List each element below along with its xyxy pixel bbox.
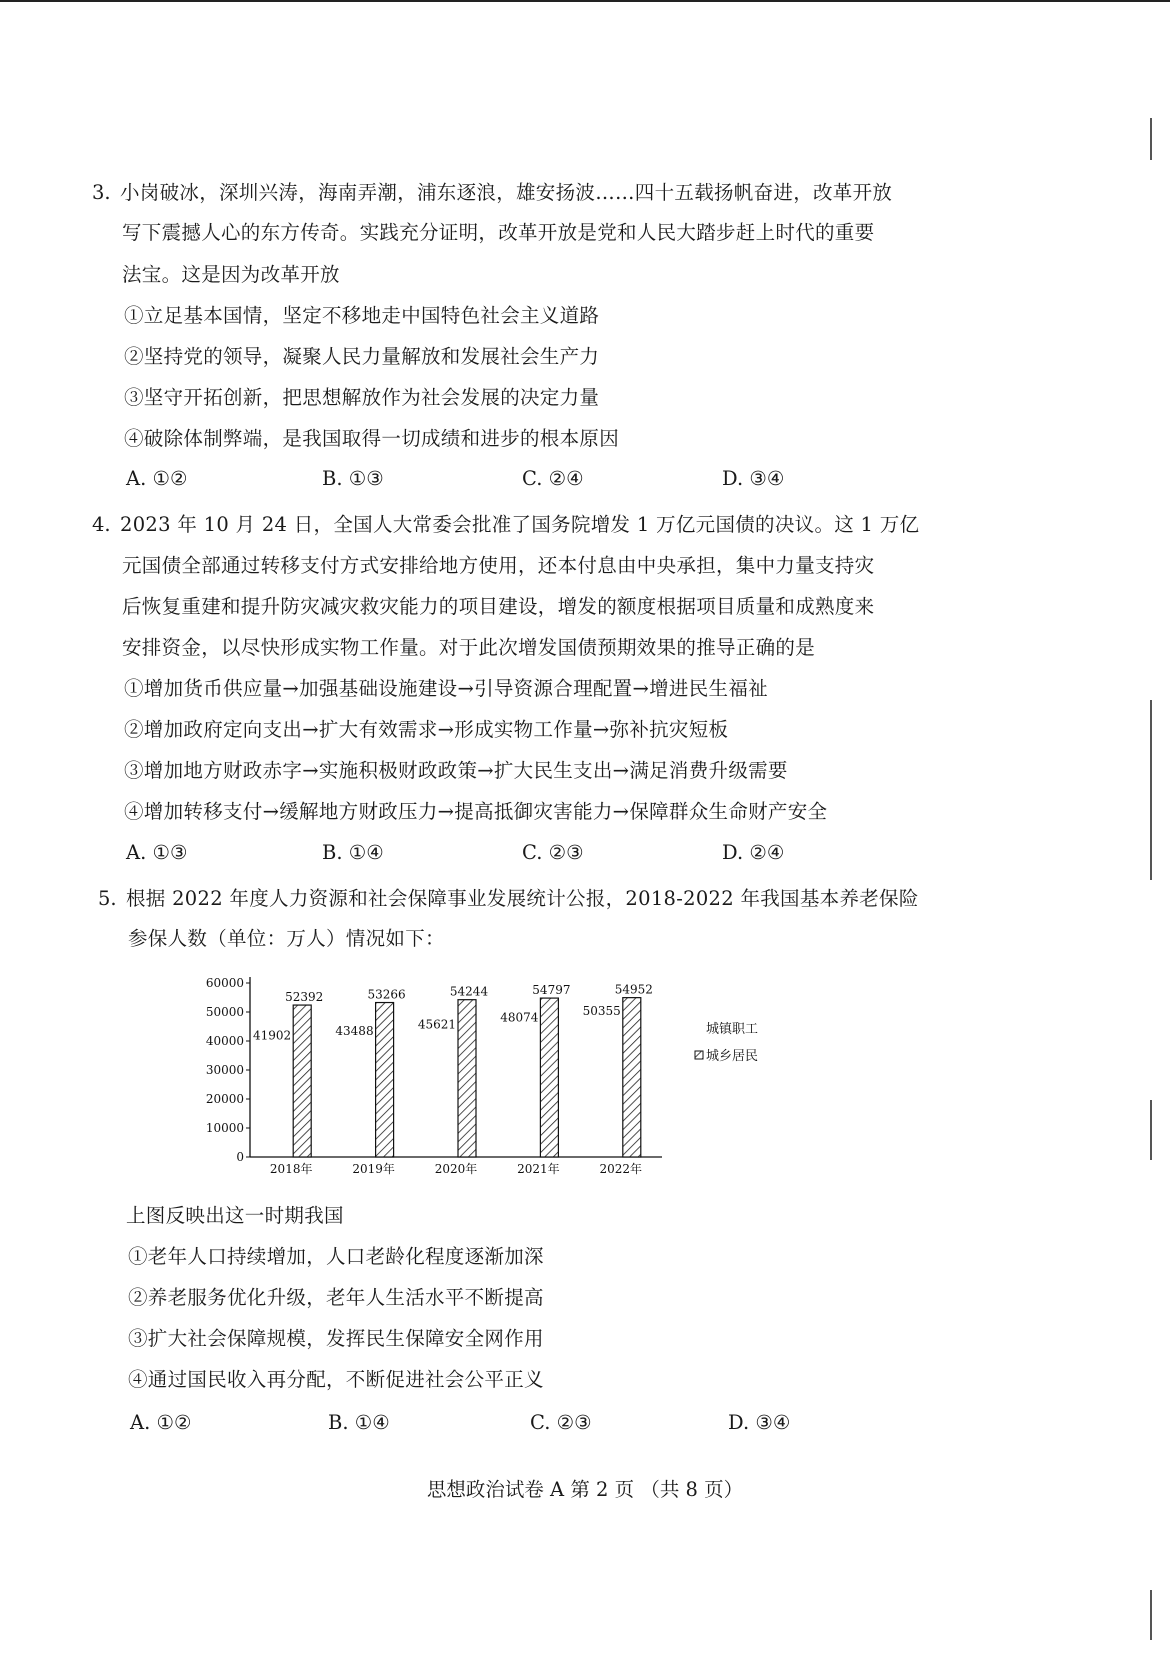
option-b: B. ①③ <box>322 467 384 490</box>
x-tick-label: 2020年 <box>434 1162 478 1176</box>
option-d: D. ③④ <box>728 1411 791 1434</box>
statement-item: ①增加货币供应量→加强基础设施建设→引导资源合理配置→增进民生福祉 <box>124 677 768 700</box>
bar-rural-urban-residents <box>293 1005 311 1157</box>
y-tick-label: 60000 <box>205 976 244 990</box>
option-b: B. ①④ <box>328 1411 390 1434</box>
legend-label-urban-employees: 城镇职工 <box>706 1022 759 1037</box>
x-tick-label: 2019年 <box>352 1162 395 1176</box>
bar-rural-urban-residents <box>458 1000 476 1157</box>
question-stem-line: 元国债全部通过转移支付方式安排给地方使用，还本付息由中央承担，集中力量支持灾 <box>122 554 875 577</box>
option-a: A. ①② <box>126 467 188 490</box>
question-stem-line: 写下震撼人心的东方传奇。实践充分证明，改革开放是党和人民大踏步赶上时代的重要 <box>122 221 875 244</box>
option-c: C. ②④ <box>522 467 584 490</box>
option-d: D. ③④ <box>722 467 785 490</box>
y-tick-label: 30000 <box>205 1063 244 1077</box>
question-stem-line: 参保人数（单位：万人）情况如下： <box>128 927 445 950</box>
question-stem-line: 法宝。这是因为改革开放 <box>122 263 340 286</box>
question-number: 3. <box>92 181 111 204</box>
data-label: 43488 <box>335 1023 374 1038</box>
data-label: 50355 <box>582 1003 621 1018</box>
scan-edge-mark <box>1150 1590 1152 1640</box>
y-tick-label: 20000 <box>205 1092 244 1106</box>
scan-edge-mark <box>1150 1100 1152 1160</box>
question-stem-line: 后恢复重建和提升防灾减灾救灾能力的项目建设，增发的额度根据项目质量和成熟度来 <box>122 595 875 618</box>
statement-item: ①老年人口持续增加，人口老龄化程度逐渐加深 <box>128 1245 544 1268</box>
chart-bars <box>253 983 653 1157</box>
y-tick-label: 50000 <box>205 1005 244 1019</box>
x-tick-label: 2021年 <box>517 1162 560 1176</box>
insurance-bar-chart <box>200 975 840 1185</box>
option-a: A. ①② <box>130 1411 192 1434</box>
option-c: C. ②③ <box>530 1411 592 1434</box>
x-tick-label: 2018年 <box>269 1162 313 1176</box>
data-label: 54952 <box>614 982 653 997</box>
option-b: B. ①④ <box>322 841 384 864</box>
statement-item: ③增加地方财政赤字→实施积极财政政策→扩大民生支出→满足消费升级需要 <box>124 759 788 782</box>
question-prompt: 上图反映出这一时期我国 <box>126 1204 344 1227</box>
statement-item: ④破除体制弊端，是我国取得一切成绩和进步的根本原因 <box>124 427 620 450</box>
question-stem-line: 小岗破冰，深圳兴涛，海南弄潮，浦东逐浪，雄安扬波……四十五载扬帆奋进，改革开放 <box>120 181 893 204</box>
statement-item: ④通过国民收入再分配，不断促进社会公平正义 <box>128 1368 544 1391</box>
statement-item: ②增加政府定向支出→扩大有效需求→形成实物工作量→弥补抗灾短板 <box>124 718 729 741</box>
statement-item: ②坚持党的领导，凝聚人民力量解放和发展社会生产力 <box>124 345 600 368</box>
data-label: 45621 <box>417 1017 456 1032</box>
statement-item: ③扩大社会保障规模，发挥民生保障安全网作用 <box>128 1327 544 1350</box>
scan-edge-mark <box>1150 700 1152 880</box>
statement-item: ③坚守开拓创新，把思想解放作为社会发展的决定力量 <box>124 386 600 409</box>
data-label: 53266 <box>367 987 406 1002</box>
page-footer: 思想政治试卷 A 第 2 页 （共 8 页） <box>426 1478 744 1501</box>
y-tick-label: 0 <box>236 1150 244 1164</box>
option-d: D. ②④ <box>722 841 785 864</box>
bar-rural-urban-residents <box>623 998 641 1157</box>
bar-rural-urban-residents <box>540 998 558 1157</box>
statement-item: ②养老服务优化升级，老年人生活水平不断提高 <box>128 1286 544 1309</box>
data-label: 54244 <box>449 984 489 999</box>
data-label: 52392 <box>285 990 324 1005</box>
scan-edge-mark <box>1150 118 1152 160</box>
question-stem-line: 2023 年 10 月 24 日，全国人大常委会批准了国务院增发 1 万亿元国债的决议。这 1 万亿 <box>120 513 920 536</box>
question-number: 5. <box>98 887 117 910</box>
data-label: 48074 <box>500 1010 539 1025</box>
statement-item: ①立足基本国情，坚定不移地走中国特色社会主义道路 <box>124 304 600 327</box>
y-tick-label: 10000 <box>205 1121 244 1135</box>
option-c: C. ②③ <box>522 841 584 864</box>
question-stem-line: 安排资金，以尽快形成实物工作量。对于此次增发国债预期效果的推导正确的是 <box>122 636 816 659</box>
statement-item: ④增加转移支付→缓解地方财政压力→提高抵御灾害能力→保障群众生命财产安全 <box>124 800 828 823</box>
bar-rural-urban-residents <box>376 1003 394 1157</box>
chart-legend <box>695 1021 758 1064</box>
y-tick-label: 40000 <box>205 1034 244 1048</box>
data-label: 54797 <box>532 983 571 998</box>
scan-top-edge <box>0 0 1170 2</box>
data-label: 41902 <box>253 1028 292 1043</box>
question-number: 4. <box>92 513 111 536</box>
legend-swatch-hatched <box>695 1051 703 1059</box>
option-a: A. ①③ <box>126 841 188 864</box>
question-stem-line: 根据 2022 年度人力资源和社会保障事业发展统计公报，2018-2022 年我国基本养老保险 <box>126 887 919 910</box>
legend-label-rural-urban-residents: 城乡居民 <box>706 1049 759 1064</box>
x-tick-label: 2022年 <box>599 1162 643 1176</box>
